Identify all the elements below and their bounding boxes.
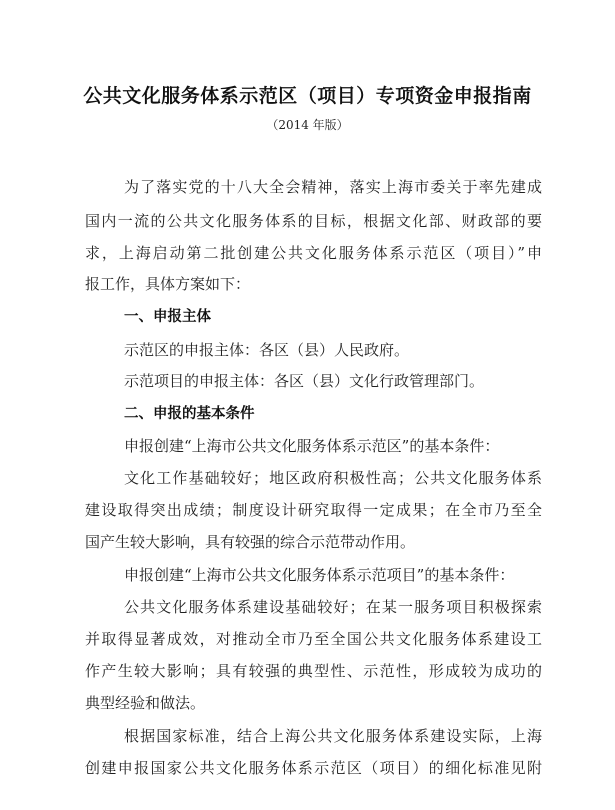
paragraph-line: 国产生较大影响，具有较强的综合示范带动作用。 xyxy=(85,533,416,551)
paragraph-line: 申报创建“上海市公共文化服务体系示范区”的基本条件： xyxy=(124,437,500,455)
paragraph-line: 求，上海启动第二批创建公共文化服务体系示范区（项目）”申 xyxy=(85,244,542,262)
paragraph-line: 国内一流的公共文化服务体系的目标，根据文化部、财政部的要 xyxy=(85,212,542,230)
paragraph-line: 创建申报国家公共文化服务体系示范区（项目）的细化标准见附 xyxy=(85,759,542,777)
paragraph-line: 典型经验和做法。 xyxy=(85,694,206,712)
paragraph-line: 作产生较大影响；具有较强的典型性、示范性，形成较为成功的 xyxy=(85,662,542,680)
section-heading: 二、申报的基本条件 xyxy=(124,406,255,422)
section-heading: 一、申报主体 xyxy=(124,309,211,325)
paragraph-line: 报工作，具体方案如下： xyxy=(85,275,251,293)
paragraph-line: 为了落实党的十八大全会精神，落实上海市委关于率先建成 xyxy=(124,178,542,196)
paragraph-line: 建设取得突出成绩；制度设计研究取得一定成果；在全市乃至全 xyxy=(85,501,542,519)
paragraph-line: 并取得显著成效，对推动全市乃至全国公共文化服务体系建设工 xyxy=(85,630,542,648)
paragraph-line: 文化工作基础较好；地区政府积极性高；公共文化服务体系 xyxy=(124,469,542,487)
document-title: 公共文化服务体系示范区（项目）专项资金申报指南 xyxy=(83,85,532,107)
paragraph-line: 公共文化服务体系建设基础较好；在某一服务项目积极探索 xyxy=(124,598,542,616)
paragraph-line: 示范区的申报主体：各区（县）人民政府。 xyxy=(124,341,410,359)
document-subtitle: （2014 年版） xyxy=(266,118,349,132)
paragraph-line: 示范项目的申报主体：各区（县）文化行政管理部门。 xyxy=(124,372,485,390)
paragraph-line: 申报创建“上海市公共文化服务体系示范项目”的基本条件： xyxy=(124,566,515,584)
paragraph-line: 根据国家标准，结合上海公共文化服务体系建设实际，上海 xyxy=(124,727,542,745)
